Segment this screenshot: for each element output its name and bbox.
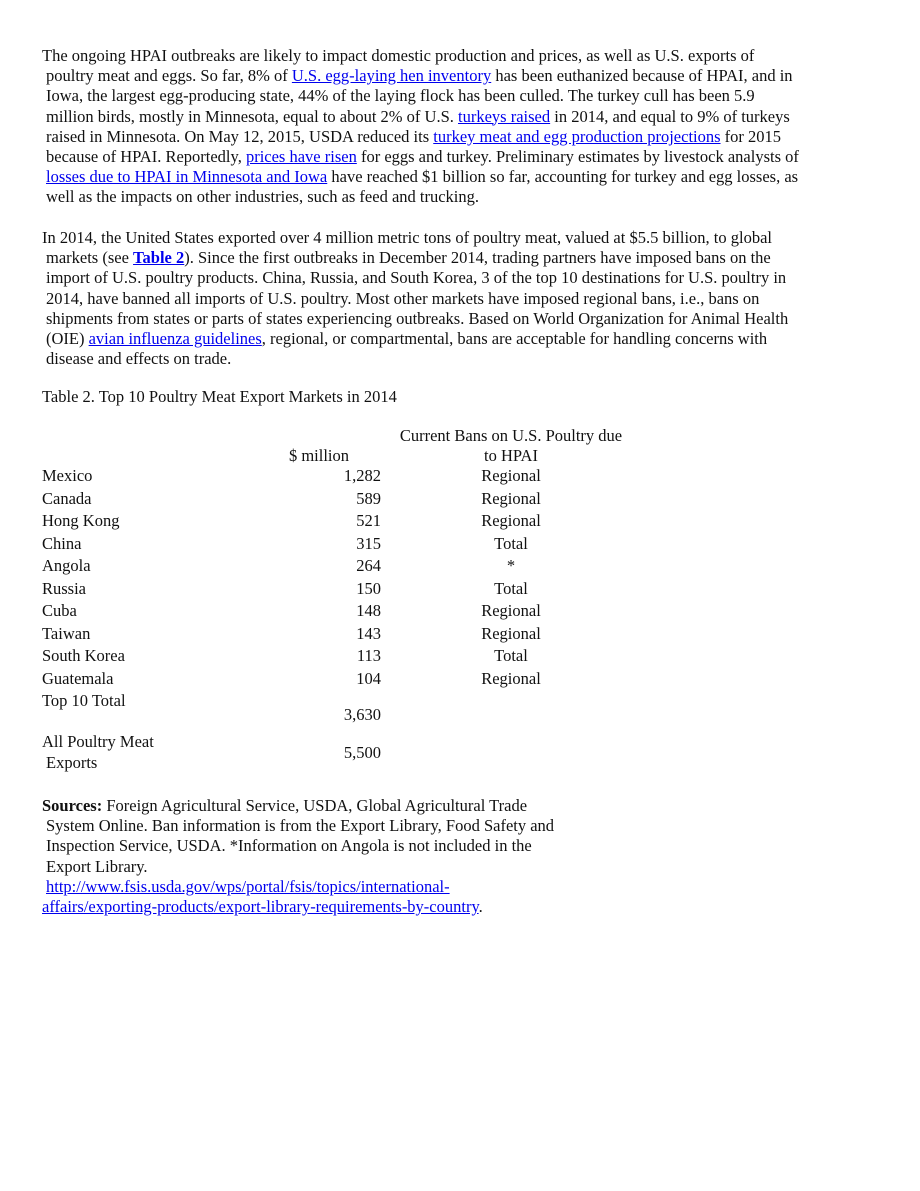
table-row-top10-total (42, 691, 641, 732)
row-country: Hong Kong (42, 511, 120, 531)
table-row (42, 579, 641, 602)
header-country (42, 426, 232, 466)
row-country: China (42, 533, 82, 553)
row-value: 1,282 (343, 466, 381, 486)
row-value: 264 (356, 556, 381, 576)
link-prices-have-risen[interactable]: prices have risen (245, 147, 357, 167)
link-avian-influenza-guidelines[interactable]: avian influenza guidelines (88, 329, 262, 349)
row-ban: Total (494, 646, 528, 666)
paragraph-exports-bans: In 2014, the United States exported over 4 million metric tons of poultry meat, valued at $5.5 billion, to global markets (see Table 2). Since the first outbreaks in December 2014, trading partners have imposed bans on the import of U.S. poultry products. China, Russia, and South Korea, 3 of the top 10 destinations for U.S. poultry in 2014, have banned all imports of U.S. poultry. Most other markets have imposed regional bans, i.e., bans on shipments from states or parts of states experiencing outbreaks. Based on World Organization for Animal Health (OIE) avian influenza guidelines, regional, or compartmental, bans are acceptable for handling concerns with disease and effects on trade. (42, 228, 789, 369)
paragraph-hpai-impact: The ongoing HPAI outbreaks are likely to impact domestic production and prices, as well as U.S. exports of poultry meat and eggs. So far, 8% of U.S. egg-laying hen inventory has been euthanized because of HPAI, and in Iowa, the largest egg-producing state, 44% of the laying flock has been culled. The turkey cull has been 5.9 million birds, mostly in Minnesota, equal to about 2% of U.S. turkeys raised in 2014, and equal to 9% of turkeys raised in Minnesota. On May 12, 2015, USDA reduced its turkey meat and egg production projections for 2015 because of HPAI. Reportedly, prices have risen for eggs and turkey. Preliminary estimates by livestock analysts of losses due to HPAI in Minnesota and Iowa have reached $1 billion so far, accounting for turkey and egg losses, as well as the impacts on other industries, such as feed and trucking. (42, 46, 799, 207)
link-fsis-export-library-2[interactable]: affairs/exporting-products/export-library-requirements-by-country (42, 897, 479, 917)
row-ban: Regional (481, 623, 541, 643)
row-ban: Regional (481, 466, 541, 486)
row-ban: Total (494, 578, 528, 598)
row-country: Guatemala (42, 668, 114, 688)
sources-note: Sources: Foreign Agricultural Service, USDA, Global Agricultural Trade System Online. Ban information is from the Export Library, Food Safety and Inspection Service, USDA. *Information on Angola is not included in the Export Library. http://www.fsis.usda.gov/wps/portal/fsis/topics/international- affairs/exporting-products/export-library-requirements-by-country. (42, 796, 555, 917)
link-egg-laying-hen-inventory[interactable]: U.S. egg-laying hen inventory (291, 66, 492, 86)
table-row (42, 646, 641, 669)
row-ban: Regional (481, 601, 541, 621)
row-ban: Regional (481, 668, 541, 688)
table-header-row (42, 426, 641, 466)
sources-label: Sources: (42, 796, 103, 815)
link-turkeys-raised[interactable]: turkeys raised (458, 106, 551, 126)
row-country: Taiwan (42, 623, 91, 643)
table-caption: Table 2. Top 10 Poultry Meat Export Markets in 2014 (42, 387, 397, 406)
row-value: 315 (356, 533, 381, 553)
table-row (42, 489, 641, 512)
row-value: 589 (356, 488, 381, 508)
top10-total-value: 3,630 (343, 704, 381, 724)
table-row (42, 669, 641, 692)
top10-total-label: Top 10 Total (42, 691, 126, 711)
row-ban: * (506, 556, 516, 576)
row-country: South Korea (42, 646, 125, 666)
row-value: 148 (356, 601, 381, 621)
link-table-2[interactable]: Table 2 (133, 248, 185, 268)
table-row-all-exports (42, 732, 641, 772)
table-row (42, 511, 641, 534)
poultry-export-table (42, 426, 641, 773)
row-country: Russia (42, 578, 87, 598)
row-country: Mexico (42, 466, 93, 486)
link-fsis-export-library-1[interactable]: http://www.fsis.usda.gov/wps/portal/fsis/topics/international- (46, 876, 450, 896)
table-row (42, 466, 641, 489)
row-value: 521 (356, 511, 381, 531)
all-exports-label: All Poultry Meat Exports (42, 732, 154, 772)
table-body (42, 466, 641, 691)
row-country: Canada (42, 488, 92, 508)
row-ban: Total (494, 533, 528, 553)
row-ban: Regional (481, 511, 541, 531)
table-row (42, 534, 641, 557)
row-country: Cuba (42, 601, 77, 621)
link-losses-minnesota-iowa[interactable]: losses due to HPAI in Minnesota and Iowa (46, 167, 328, 187)
row-ban: Regional (481, 488, 541, 508)
all-exports-value: 5,500 (343, 742, 381, 762)
row-value: 113 (356, 646, 381, 666)
header-bans: Current Bans on U.S. Poultry due to HPAI (399, 426, 623, 466)
header-value: $ million (288, 446, 349, 466)
row-value: 143 (356, 623, 381, 643)
row-value: 104 (356, 668, 381, 688)
row-country: Angola (42, 556, 91, 576)
row-value: 150 (356, 578, 381, 598)
link-production-projections[interactable]: turkey meat and egg production projections (433, 126, 721, 146)
table-row (42, 624, 641, 647)
table-row (42, 556, 641, 579)
table-row (42, 601, 641, 624)
